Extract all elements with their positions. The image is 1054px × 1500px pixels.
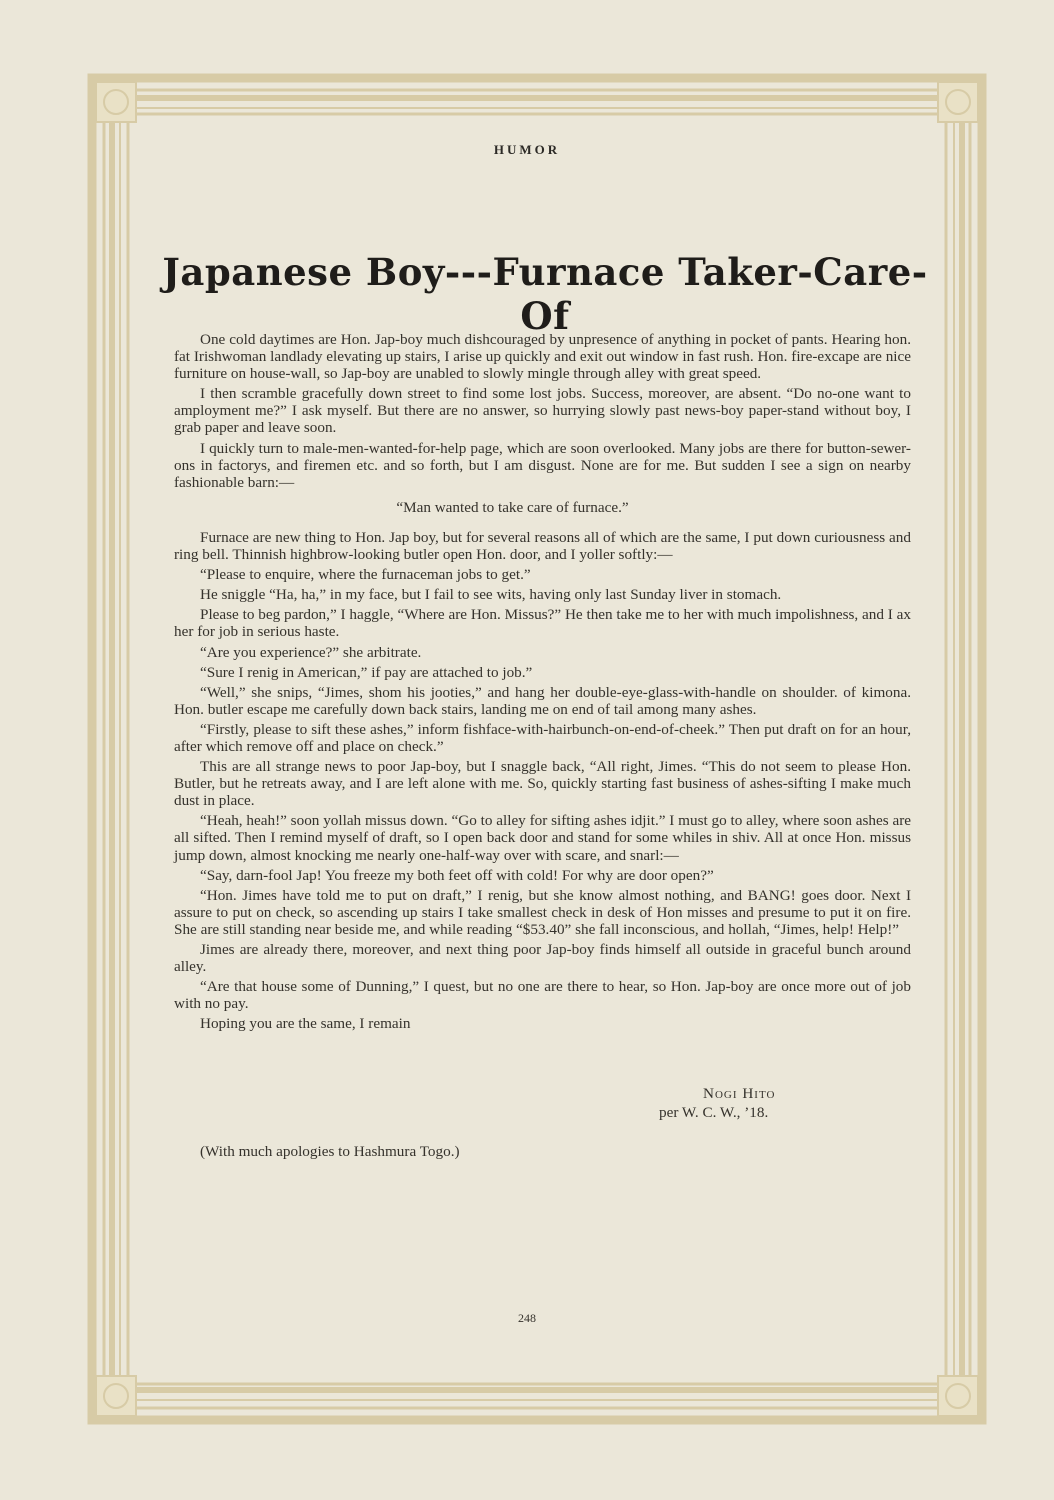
paragraph: I then scramble gracefully down street to find some lost jobs. Success, moreover, are absent. “Do no-one want to amployment me?” I ask myself. But there are no answer, so hurrying slowly past news-boy paper-stand without boy, I grab paper and leave soon. [174, 385, 911, 437]
page-number: 248 [518, 1311, 536, 1325]
article-body [174, 331, 911, 1035]
paragraph: “Please to enquire, where the furnaceman jobs to get.” [200, 566, 531, 584]
signature-per: per W. C. W., ’18. [659, 1104, 769, 1121]
sign-quote: “Man wanted to take care of furnace.” [396, 498, 629, 516]
paragraph: Please to beg pardon,” I haggle, “Where are Hon. Missus?” He then take me to her with much impolishness, and I ax her for job in serious haste. [174, 606, 911, 641]
signature-name: Nogi Hito [703, 1085, 776, 1102]
article-title: Japanese Boy---Furnace Taker-Care-Of [162, 250, 928, 338]
paragraph: Furnace are new thing to Hon. Jap boy, but for several reasons all of which are the same, I put down curiousness and ring bell. Thinnish highbrow-looking butler open Hon. door, and I yoller softly:— [174, 528, 911, 564]
paragraph: “Firstly, please to sift these ashes,” inform fishface-with-hairbunch-on-end-of-cheek.” Then put draft on for an hour, after which remove off and place on check.” [174, 720, 911, 755]
paragraph: “Are that house some of Dunning,” I quest, but no one are there to hear, so Hon. Jap-boy are once more out of job with no pay. [174, 978, 911, 1013]
paragraph: One cold daytimes are Hon. Jap-boy much dishcouraged by unpresence of anything in pocket of pants. Hearing hon. fat Irishwoman landlady elevating up stairs, I arise up quickly and exit out window in fast rush. Hon. fire-excape are nice furniture on house-wall, so Jap-boy are unabled to slowly mingle through alley with great speed. [174, 331, 911, 383]
signature-block [600, 1084, 860, 1122]
paragraph: This are all strange news to poor Jap-boy, but I snaggle back, “All right, Jimes. “This do not seem to please Hon. Butler, but he retreats away, and I are left alone with me. So, quickly starting fast business of ashes-sifting I make much dust in place. [174, 758, 911, 810]
paragraph: He sniggle “Ha, ha,” in my face, but I fail to see wits, having only last Sunday liver in stomach. [200, 586, 782, 604]
paragraph: “Hon. Jimes have told me to put on draft,” I renig, but she know almost nothing, and BANG! goes door. Next I assure to put on check, so ascending up stairs I take smallest check in desk of Hon misses and presume to put it on fire. She are still standing near beside me, and while reading “$53.40” she fall inconscious, and hollah, “Jimes, help! Help!” [174, 886, 911, 938]
paragraph: Jimes are already there, moreover, and next thing poor Jap-boy finds himself all outside in graceful bunch around alley. [174, 941, 911, 976]
paragraph: “Heah, heah!” soon yollah missus down. “Go to alley for sifting ashes idjit.” I must go to alley, where soon ashes are all sifted. Then I remind myself of draft, so I open back door and stand for some whiles in shiv. All at once Hon. missus jump down, almost knocking me nearly one-half-way over with scare, and snarl:— [174, 812, 911, 864]
running-head: HUMOR [493, 142, 561, 157]
paragraph: “Sure I renig in American,” if pay are attached to job.” [200, 663, 533, 681]
paragraph: “Say, darn-fool Jap! You freeze my both feet off with cold! For why are door open?” [200, 866, 714, 884]
apology-note: (With much apologies to Hashmura Togo.) [200, 1143, 460, 1160]
paragraph: “Well,” she snips, “Jimes, shom his jooties,” and hang her double-eye-glass-with-handle on shoulder. of kimona. Hon. butler escape me carefully down back stairs, landing me on end of tail among many ashes. [174, 683, 911, 718]
paragraph: I quickly turn to male-men-wanted-for-help page, which are soon overlooked. Many jobs are there for button-sewer-ons in factorys, and firemen etc. and so forth, but I am disgust. None are for me. But sudden I see a sign on nearby fashionable barn:— [174, 439, 911, 491]
closing-line: Hoping you are the same, I remain [200, 1015, 411, 1033]
paragraph: “Are you experience?” she arbitrate. [200, 643, 422, 661]
